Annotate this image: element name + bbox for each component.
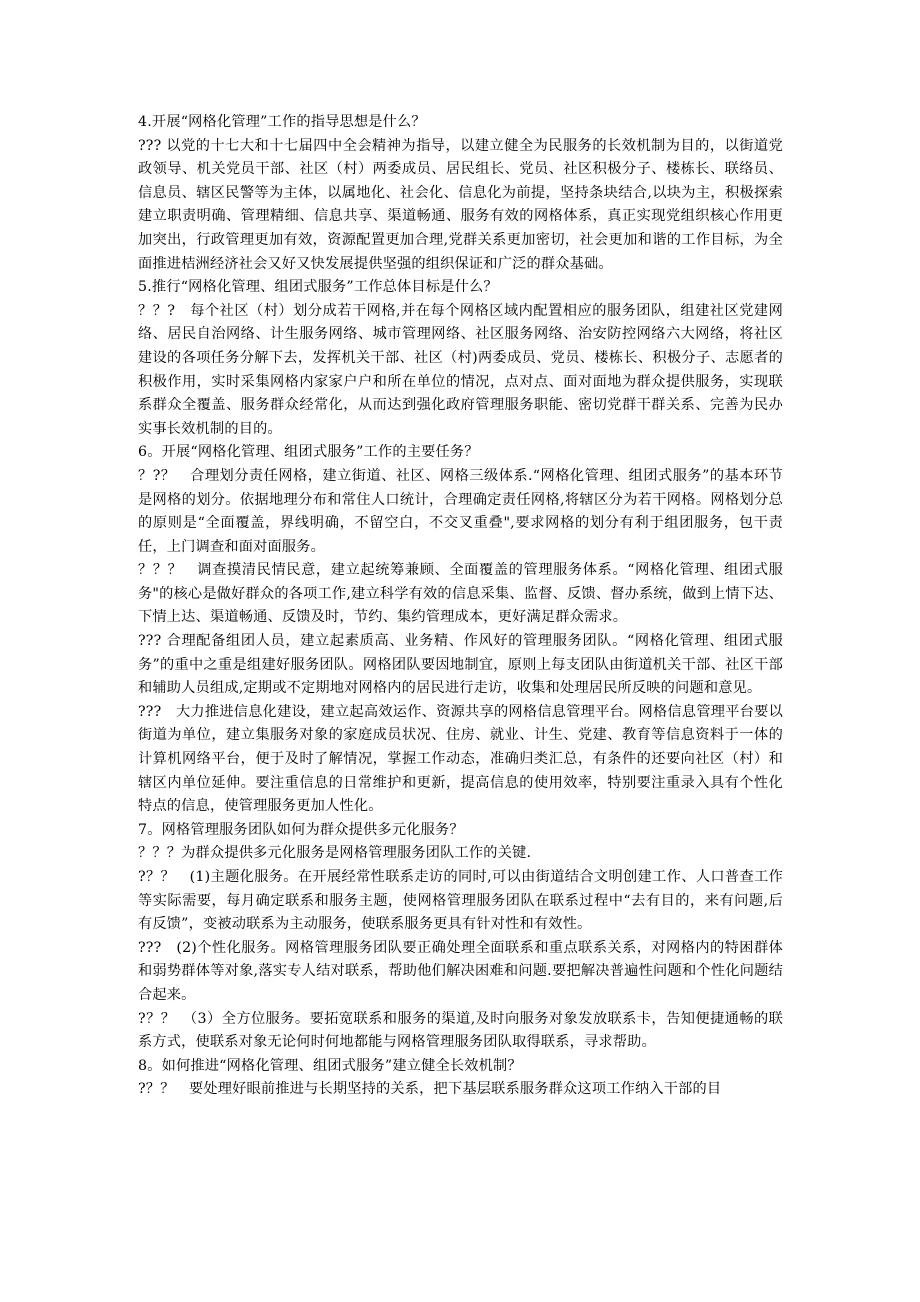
answer-5-paragraph: ？？? 每个社区（村）划分成若干网格,并在每个网格区域内配置相应的服务团队，组建社区党建网络、居民自治网络、计生服务网络、城市管理网络、社区服务网络、治安防控网络六大网络，将社区建设的各项任务分解下去，发挥机关干部、社区（村)两委成员、党员、楼栋长、积极分子、志愿者的积极作用，实时采集网格内家家户户和所在单位的情况，点对点、面对面地为群众提供服务，实现联系群众全覆盖、服务群众经常化，从而达到强化政府管理服务职能、密切党群干群关系、完善为民办实事长效机制的目的。 xyxy=(138,302,783,437)
answer-7-item-2: ??? (2)个性化服务。网格管理服务团队要正确处理全面联系和重点联系关系，对网格内的特困群体和弱势群体等对象,落实专人结对联系，帮助他们解决困难和问题.要把解决普遍性问题和个性化问题结合起来。 xyxy=(138,939,783,1003)
answer-6-paragraph-3: ??? 合理配备组团人员，建立起素质高、业务精、作风好的管理服务团队。“网格化管理、组团式服务”的重中之重是组建好服务团队。网格团队要因地制宜，原则上每支团队由街道机关干部、社区干部和辅助人员组成,定期或不定期地对网格内的居民进行走访，收集和处理居民所反映的问题和意见。 xyxy=(138,633,783,697)
question-6-heading: 6。开展“网格化管理、组团式服务”工作的主要任务？ xyxy=(138,444,479,461)
answer-8-paragraph: ?？？ 要处理好眼前推进与长期坚持的关系，把下基层联系服务群众这项工作纳入干部的目 xyxy=(138,1081,722,1098)
answer-6-paragraph-4: ??? 大力推进信息化建设，建立起高效运作、资源共享的网格信息管理平台。网格信息管理平台要以街道为单位，建立集服务对象的家庭成员状况、住房、就业、计生、党建、教育等信息资料于一体的计算机网络平台，便于及时了解情况，掌握工作动态，准确归类汇总，有条件的还要向社区（村）和辖区内单位延伸。要注重信息的日常维护和更新，提高信息的使用效率，特别要注重录入具有个性化特点的信息，使管理服务更加人性化。 xyxy=(138,703,783,815)
document-page xyxy=(138,111,783,1102)
answer-7-item-3: ?？？ （3）全方位服务。要拓宽联系和服务的渠道,及时向服务对象发放联系卡，告知便捷通畅的联系方式，使联系对象无论何时何地都能与网格管理服务团队取得联系，寻求帮助。 xyxy=(138,1010,783,1051)
answer-4-paragraph: ??? 以党的十七大和十七届四中全会精神为指导，以建立健全为民服务的长效机制为目的，以街道党政领导、机关党员干部、社区（村）两委成员、居民组长、党员、社区积极分子、楼栋长、联络员、信息员、辖区民警等为主体，以属地化、社会化、信息化为前提，坚持条块结合,以块为主，积极探索建立职责明确、管理精细、信息共享、渠道畅通、服务有效的网格体系，真正实现党组织核心作用更加突出，行政管理更加有效，资源配置更加合理,党群关系更加密切，社会更加和谐的工作目标，为全面推进桔洲经济社会又好又快发展提供坚强的组织保证和广泛的群众基础。 xyxy=(138,137,783,272)
answer-6-paragraph-1: ？?？ 合理划分责任网格，建立街道、社区、网格三级体系.“网格化管理、组团式服务”的基本环节是网格的划分。依据地理分布和常住人口统计，合理确定责任网格,将辖区分为若干网格。网格划分总的原则是“全面覆盖，界线明确，不留空白，不交叉重叠",要求网格的划分有利于组团服务，包干责任，上门调查和面对面服务。 xyxy=(138,467,783,555)
question-7-heading: 7。网格管理服务团队如何为群众提供多元化服务？ xyxy=(138,821,464,838)
question-8-heading: 8。如何推进“网格化管理、组团式服务”建立健全长效机制？ xyxy=(138,1057,522,1074)
answer-7-intro: ？？？为群众提供多元化服务是网格管理服务团队工作的关键. xyxy=(138,845,532,862)
question-5-heading: 5.推行“网格化管理、组团式服务”工作总体目标是什么？ xyxy=(138,279,498,296)
answer-6-paragraph-2: ？？？ 调查摸清民情民意，建立起统筹兼顾、全面覆盖的管理服务体系。“网格化管理、组团式服务"的核心是做好群众的各项工作,建立科学有效的信息采集、监督、反馈、督办系统，做到上情下达、下情上达、渠道畅通、反馈及时，节约、集约管理成本，更好满足群众需求。 xyxy=(138,562,783,626)
answer-7-item-1: ?？？ (1)主题化服务。在开展经常性联系走访的同时,可以由街道结合文明创建工作、人口普查工作等实际需要，每月确定联系和服务主题，使网格管理服务团队在联系过程中“去有目的，来有问题,后有反馈”，变被动联系为主动服务，使联系服务更具有针对性和有效性。 xyxy=(138,869,783,933)
question-4-heading: 4.开展“网格化管理”工作的指导思想是什么？ xyxy=(138,114,426,130)
